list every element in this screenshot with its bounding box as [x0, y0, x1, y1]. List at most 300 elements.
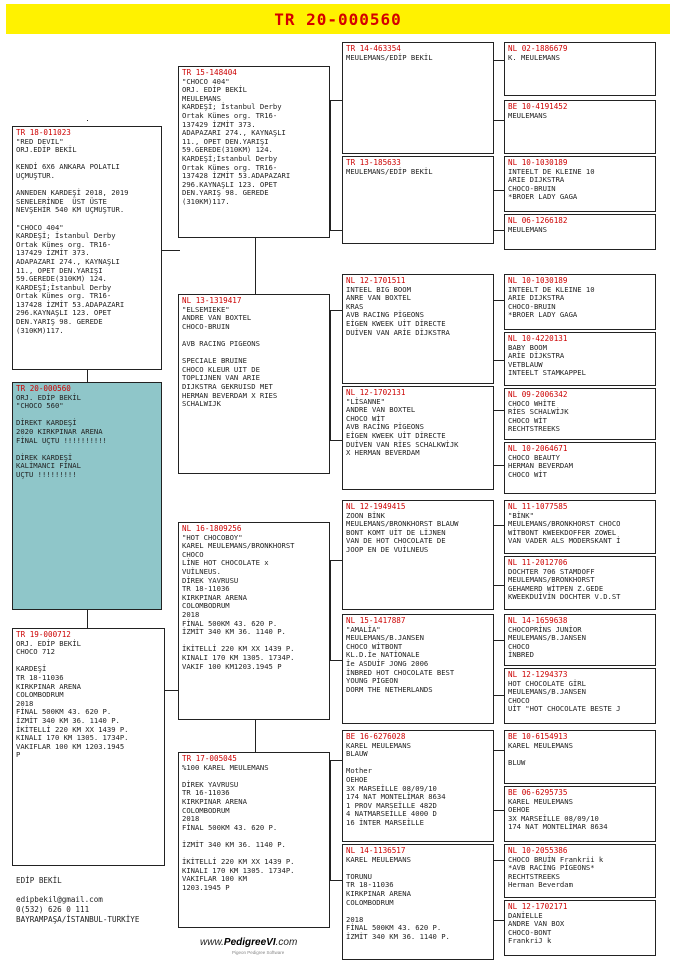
dam-dam-box — [178, 752, 330, 928]
connector — [330, 440, 342, 441]
pigeon-info — [16, 640, 161, 760]
info-line: MEULEMANS/B.JANSEN — [508, 633, 586, 643]
info-line: TR 16-11036 — [182, 788, 230, 798]
info-line: SCHALWIJK — [182, 399, 221, 409]
ring-number: TR 15-148404 — [182, 68, 237, 77]
info-line: TORUNU — [346, 871, 372, 881]
info-line: (310KM)117. — [182, 196, 230, 206]
g4-box-10 — [504, 556, 656, 610]
info-line: MEULEMANS/B.JANSEN — [346, 633, 424, 643]
info-line: "RED DEVIL" — [16, 136, 64, 146]
connector — [255, 230, 256, 298]
pigeon-info — [508, 400, 652, 434]
info-line: KAREL MEULEMANS — [346, 740, 411, 750]
info-line: KARDEŞİ;İstanbul Derby — [182, 153, 278, 163]
info-line: KIRKPINAR ARENA — [182, 796, 247, 806]
pigeon-info — [16, 138, 158, 336]
info-line: İZMİT 340 KM 36. 1140 P. — [16, 715, 120, 725]
info-line: ANDRE VAN BOXTEL — [182, 313, 252, 323]
ggp-box-3 — [342, 274, 494, 384]
logo-prefix: www. — [200, 937, 224, 948]
g4-box-4 — [504, 214, 656, 250]
info-line: 1203.1945 P — [182, 882, 230, 892]
info-line: NEVŞEHİR 540 KM UÇMUŞTUR. — [16, 205, 125, 215]
info-line: CHOCO — [508, 695, 530, 705]
ggp-box-5 — [342, 500, 494, 610]
info-line: HERMAN BEVERDAM X RIES — [182, 390, 278, 400]
info-line: 1 PROV MARSEİLLE 482D — [346, 800, 437, 810]
info-line: "AMALİA" — [346, 624, 381, 634]
info-line: DİREK YAVRUSU — [182, 779, 239, 789]
info-line: CHOCO-BRUIN — [508, 183, 556, 193]
info-line: 174 NAT MONTELİMAR 8634 — [346, 792, 446, 802]
info-line: 59.GEREDE(310KM) 124. — [16, 274, 107, 284]
sire-sire-box — [178, 66, 330, 238]
info-line: %100 KAREL MEULEMANS — [182, 762, 269, 772]
pigeon-info — [508, 512, 652, 546]
info-line: ANRE VAN BOXTEL — [346, 293, 411, 303]
info-line: RİES SCHALWİJK — [508, 407, 569, 417]
info-line: KIRKPINAR ARENA — [182, 592, 247, 602]
g4-box-15 — [504, 844, 656, 898]
info-line: ARİE DİJKSTRA — [508, 351, 565, 361]
g4-box-9 — [504, 500, 656, 554]
info-line: MEULEMANS — [508, 110, 547, 120]
ring-number: NL 12-1701511 — [346, 276, 406, 285]
title-bar — [6, 4, 670, 34]
ring-number: TR 20-000560 — [16, 384, 71, 393]
ggp-box-4 — [342, 386, 494, 490]
info-line: MEULEMANS — [508, 224, 547, 234]
ring-number: TR 18-011023 — [16, 128, 71, 137]
ring-number: NL 11-2012706 — [508, 558, 568, 567]
info-line: CHOCO-BRUIN — [182, 321, 230, 331]
info-line: JOOP EN DE VUİLNEUS — [346, 544, 429, 554]
sire-box — [12, 126, 162, 370]
info-line: CHOCO 712 — [16, 647, 55, 657]
info-line: P — [16, 750, 21, 760]
info-line: KIRKPINAR ARENA — [16, 681, 81, 691]
ring-number: BE 16-6276028 — [346, 732, 406, 741]
connector — [330, 760, 331, 880]
ring-number: NL 10-4220131 — [508, 334, 568, 343]
info-line: "BİNK" — [508, 510, 534, 520]
info-line: Ortak Kümes org. TR16- — [16, 291, 112, 301]
info-line: MEULEMANS — [182, 93, 221, 103]
g4-box-8 — [504, 442, 656, 494]
info-line: 2018 — [346, 914, 364, 924]
pigeon-info — [346, 398, 490, 458]
sire-dam-box — [178, 294, 330, 474]
pigeon-info — [508, 454, 652, 480]
info-line: İZMİT 340 KM 36. 1140 P. — [182, 627, 286, 637]
info-line: X HERMAN BEVERDAM — [346, 448, 420, 458]
info-line: DİREK YAVRUSU — [182, 575, 239, 585]
info-line: KRAS — [346, 301, 364, 311]
info-line: AVB RACING PIGEONS — [182, 338, 260, 348]
g4-box-13 — [504, 730, 656, 784]
info-line: GEHAMERD WİTPEN Z.GEDE — [508, 583, 604, 593]
info-line: FİNAL 500KM 43. 620 P. — [182, 822, 278, 832]
pigeon-info — [508, 798, 652, 832]
info-line: SPECIALE BRUINE — [182, 356, 247, 366]
breeder-email: edipbekil@gmail.com — [16, 895, 103, 904]
info-line: 2020 KIRKPINAR ARENA — [16, 426, 103, 436]
pigeon-info — [508, 54, 652, 63]
info-line: 3X MARSEİLLE 08/09/10 — [346, 783, 437, 793]
ggp-box-8 — [342, 844, 494, 960]
info-line: KIRKPINAR ARENA — [346, 888, 411, 898]
info-line: TR 18-11036 — [16, 672, 64, 682]
info-line: DUİVEN VAN ARİE DİJKSTRA — [346, 327, 450, 337]
ring-number: NL 11-1077585 — [508, 502, 568, 511]
info-line — [508, 750, 652, 759]
info-line: "CHOCO 404" — [16, 222, 64, 232]
info-line: 2018 — [182, 814, 200, 824]
ring-number: NL 12-1294373 — [508, 670, 568, 679]
info-line: Ortak Kümes org. TR16- — [182, 162, 278, 172]
info-line: OEHOE — [346, 774, 368, 784]
info-line: FİNAL 500KM 43. 620 P. — [182, 618, 278, 628]
dam-sire-box — [178, 522, 330, 720]
info-line: INTEELT STAMKAPPEL — [508, 368, 586, 378]
breeder-phone: 0(532) 626 0 111 — [16, 905, 90, 914]
ring-number: NL 14-1659638 — [508, 616, 568, 625]
info-line: 11., OPET DEN.YARIŞI — [16, 265, 103, 275]
info-line: INTEELT DE KLEINE 10 — [508, 166, 595, 176]
connector — [87, 120, 88, 121]
info-line: 296.KAYNAŞLI 123. OPET — [182, 179, 278, 189]
info-line: ORJ. EDİP BEKİL — [16, 392, 81, 402]
pigeon-info — [508, 286, 652, 320]
ring-number: NL 10-1030189 — [508, 158, 568, 167]
connector — [330, 100, 331, 230]
dam-box — [12, 628, 165, 866]
pigeon-info — [508, 856, 652, 890]
g4-box-12 — [504, 668, 656, 724]
info-line: KAREL MEULEMANS — [508, 740, 573, 750]
ring-number: NL 15-1417887 — [346, 616, 406, 625]
ring-number: NL 12-1702171 — [508, 902, 568, 911]
info-line: DUİVEN VAN RİES SCHALKWİJK — [346, 439, 459, 449]
subject-box — [12, 382, 162, 610]
info-line: K. MEULEMANS — [508, 52, 560, 62]
ring-number: NL 06-1266182 — [508, 216, 568, 225]
info-line: CHOCO WHİTE — [508, 398, 556, 408]
info-line: KENDİ 6X6 ANKARA POLATLI — [16, 162, 120, 172]
info-line: CHOCO-BRUIN — [508, 301, 556, 311]
g4-box-2 — [504, 100, 656, 154]
connector — [330, 310, 342, 311]
info-line: AVB RACING PİGEONS — [346, 310, 424, 320]
info-line: FrankriJ k — [508, 936, 552, 946]
info-line: DİREK KARDEŞİ — [16, 452, 73, 462]
info-line: INTEEL BIG BOOM — [346, 284, 411, 294]
info-line: 11., OPET DEN.YARIŞI — [182, 136, 269, 146]
info-line: BLAUW — [346, 749, 368, 759]
info-line: KARDEŞİ;İstanbul Derby — [16, 282, 112, 292]
info-line: KARDEŞİ; İstanbul Derby — [182, 102, 282, 112]
info-line: "ELSEMIEKE" — [182, 304, 230, 314]
pigeon-info — [508, 742, 652, 768]
info-line: ANNEDEN KARDEŞİ 2018, 2019 — [16, 188, 129, 198]
connector — [160, 250, 180, 251]
info-line: MEULEMANS/BRONKHORST — [508, 575, 595, 585]
info-line: KINALI 170 KM 1305. 1734P. — [182, 652, 295, 662]
connector — [255, 720, 256, 752]
connector — [87, 610, 88, 628]
info-line: VAKIFLAR 100 KM 1203.1945 — [16, 741, 125, 751]
info-line: MEULEMANS/BRONKHORST CHOCO — [508, 519, 621, 529]
info-line: CHOCO WİT — [508, 469, 547, 479]
info-line: 137428 İZMİT 53.ADAPAZARI — [182, 171, 291, 181]
info-line: 4 NATMARSEİLLE 4000 D — [346, 809, 437, 819]
info-line: LİNE HOT CHOCOLATE x — [182, 558, 269, 568]
pigeon-info — [346, 168, 490, 177]
info-line: CHOCO KLEUR UIT DE — [182, 364, 260, 374]
info-line: TR 18-11036 — [182, 584, 230, 594]
info-line: FİNAL 500KM 43. 620 P. — [346, 923, 442, 933]
pigeon-info — [16, 394, 158, 480]
ring-number: BE 06-6295735 — [508, 788, 568, 797]
info-line: FİNAL UÇTU !!!!!!!!!! — [16, 435, 107, 445]
g4-box-5 — [504, 274, 656, 330]
info-line: BLUW — [508, 757, 526, 767]
info-line: KINALI 170 KM 1305. 1734P. — [182, 865, 295, 875]
info-line: KARDEŞİ; İstanbul Derby — [16, 231, 116, 241]
ring-number: TR 17-005045 — [182, 754, 237, 763]
connector — [330, 760, 342, 761]
info-line: Ortak Kümes org. TR16- — [182, 110, 278, 120]
info-line: Mother — [346, 766, 372, 776]
ring-number: NL 16-1809256 — [182, 524, 242, 533]
info-line: 137428 İZMİT 53.ADAPAZARI — [16, 299, 125, 309]
connector — [330, 310, 331, 440]
info-line: 174 NAT MONTELİMAR 8634 — [508, 822, 608, 832]
logo-suffix: .com — [275, 937, 298, 948]
ggp-box-6 — [342, 614, 494, 724]
ring-number: NL 12-1949415 — [346, 502, 406, 511]
info-line: CHOCOPRİNS JUNİOR — [508, 624, 582, 634]
info-line: DIJKSTRA GEKRUISD MET — [182, 381, 273, 391]
info-line: RECHTSTREEKS — [508, 871, 560, 881]
info-line: *BROER LADY GAGA — [508, 310, 578, 320]
info-line: VAN VADER ALS MODERSKANT İ — [508, 536, 621, 546]
info-line: DORM THE NETHERLANDS — [346, 684, 433, 694]
pigeon-info — [508, 912, 652, 946]
info-line: İe ASDUİF JONG 2006 — [346, 658, 429, 668]
info-line: KINALI 170 KM 1305. 1734P. — [16, 733, 129, 743]
ring-number: TR 13-185633 — [346, 158, 401, 167]
connector — [330, 230, 342, 231]
info-line: COLOMBODRUM — [346, 897, 394, 907]
info-line: CHOCO — [182, 549, 204, 559]
info-line: KALİMANCI FİNAL — [16, 461, 81, 471]
info-line: 16 İNTER MARSEİLLE — [346, 817, 424, 827]
info-line: UİT "HOT CHOCOLATE BESTE J — [508, 704, 621, 714]
info-line: TR 18-11036 — [346, 880, 394, 890]
g4-box-14 — [504, 786, 656, 842]
info-line: "LİSANNE" — [346, 396, 385, 406]
info-line: "HOT CHOCOBOY" — [182, 532, 243, 542]
pigeon-info — [508, 680, 652, 714]
ggp-box-1 — [342, 42, 494, 154]
logo-tagline: Pigeon Pedigree Software — [232, 950, 285, 955]
pigeon-info — [346, 742, 490, 828]
info-line: VAKIF 100 KM1203.1945 P — [182, 661, 282, 671]
ring-number: TR 19-000712 — [16, 630, 71, 639]
ggp-box-7 — [342, 730, 494, 842]
pigeon-info — [346, 512, 490, 555]
ring-number: NL 12-1702131 — [346, 388, 406, 397]
pigeon-info — [508, 626, 652, 660]
info-line: 3X MARSEİLLE 08/09/10 — [508, 813, 599, 823]
info-line: COLOMBODRUM — [182, 805, 230, 815]
page-title: TR 20-000560 — [274, 9, 402, 29]
pigeon-info — [508, 168, 652, 202]
ring-number: NL 10-2055386 — [508, 846, 568, 855]
info-line: ORJ. EDİP BEKİL — [182, 85, 247, 95]
info-line: RECHTSTREEKS — [508, 424, 560, 434]
info-line: MEULEMANS/EDİP BEKİL — [346, 52, 433, 62]
info-line: ARIE DIJKSTRA — [508, 293, 565, 303]
info-line: YOUNG PİGEON — [346, 676, 398, 686]
pigeon-info — [508, 344, 652, 378]
info-line: VAKIFLAR 100 KM — [182, 874, 247, 884]
info-line: KAREL MEULEMANS/BRONKHORST — [182, 541, 295, 551]
g4-box-3 — [504, 156, 656, 212]
g4-box-7 — [504, 388, 656, 440]
info-line: VAN DE HOT CHOCOLATE DE — [346, 536, 446, 546]
info-line: VETBLAUW — [508, 359, 543, 369]
info-line: İNBRED — [508, 650, 534, 660]
pedigree-logo — [200, 937, 297, 948]
info-line: HERMAN BEVERDAM — [508, 461, 573, 471]
info-line: "CHOCO 404" — [182, 76, 230, 86]
info-line: 2018 — [16, 698, 34, 708]
pigeon-info — [346, 626, 490, 695]
info-line: 2018 — [182, 609, 200, 619]
pigeon-info — [182, 78, 326, 207]
ring-number: NL 09-2006342 — [508, 390, 568, 399]
ring-number: NL 14-1136517 — [346, 846, 406, 855]
info-line: EİGEN KWEEK UİT DİRECTE — [346, 318, 446, 328]
g4-box-11 — [504, 614, 656, 666]
ring-number: NL 02-1886679 — [508, 44, 568, 53]
info-line: CHOCO WİT — [346, 413, 385, 423]
info-line: BONT KOMT UİT DE LİJNEN — [346, 527, 446, 537]
info-line: SENELERİNDE ÜST ÜSTE — [16, 196, 107, 206]
info-line: DİREKT KARDEŞİ — [16, 418, 77, 428]
connector — [330, 560, 342, 561]
info-line: 59.GEREDE(310KM) 124. — [182, 145, 273, 155]
info-line: UÇMUŞTUR. — [16, 170, 55, 180]
pigeon-info — [508, 112, 652, 121]
info-line: CHOCO BRUİN Frankrii k — [508, 854, 604, 864]
g4-box-1 — [504, 42, 656, 96]
info-line: ANDRE VAN BOXTEL — [346, 405, 416, 415]
pigeon-info — [508, 568, 652, 602]
info-line: ORJ. EDİP BEKİL — [16, 638, 81, 648]
pigeon-info — [182, 306, 326, 409]
info-line: INTEELT DE KLEINE 10 — [508, 284, 595, 294]
info-line: İKİTELLİ 220 KM XX 1439 P. — [182, 857, 295, 867]
info-line: COLOMBODRUM — [182, 601, 230, 611]
info-line: FİNAL 500KM 43. 620 P. — [16, 707, 112, 717]
info-line: İKİTELLİ 220 KM XX 1439 P. — [182, 644, 295, 654]
connector — [87, 370, 88, 382]
info-line: Herman Beverdam — [508, 880, 573, 890]
ring-number: TR 14-463354 — [346, 44, 401, 53]
pigeon-info — [182, 764, 326, 893]
breeder-address: BAYRAMPAŞA/İSTANBUL-TURKİYE — [16, 915, 140, 924]
info-line: DEN.YARIŞ 98. GEREDE — [182, 188, 269, 198]
info-line: CHOCO WİT — [508, 415, 547, 425]
info-line: İNBRED HOT CHOCOLATE BEST — [346, 667, 455, 677]
pigeon-info — [508, 226, 652, 235]
info-line: "CHOCO 560" — [16, 401, 64, 411]
info-line: ARIE DIJKSTRA — [508, 175, 565, 185]
info-line: AVB RACİNG PİGEONS — [346, 422, 424, 432]
info-line: *BROER LADY GAGA — [508, 192, 578, 202]
info-line: MEULEMANS/BRONKHORST BLAUW — [346, 519, 459, 529]
info-line: CHOCO-BONT — [508, 927, 552, 937]
info-line: VUİLNEUS. — [182, 566, 221, 576]
info-line: CHOCO — [508, 641, 530, 651]
info-line: BABY BOOM — [508, 342, 547, 352]
info-line: *AVB RACİNG PİGEONS* — [508, 863, 595, 873]
breeder-name: EDİP BEKİL — [16, 876, 62, 885]
info-line: KWEEKDUİVİN DOCHTER V.D.ST — [508, 592, 621, 602]
info-line: OEHOE — [508, 805, 530, 815]
info-line: CHOCO WİTBONT — [346, 641, 403, 651]
info-line: UÇTU !!!!!!!!! — [16, 469, 77, 479]
ring-number: NL 10-1030189 — [508, 276, 568, 285]
info-line — [346, 907, 490, 916]
info-line: 137429 İZMİT 373. — [182, 119, 256, 129]
info-line: İKİTELLİ 220 KM XX 1439 P. — [16, 724, 129, 734]
info-line: WİTBONT KWEEKDOFFER ZOWEL — [508, 527, 617, 537]
info-line: HOT CHOCOLATE GİRL — [508, 678, 586, 688]
info-line: KL.D.İe NATİONALE — [346, 650, 420, 660]
g4-box-6 — [504, 332, 656, 386]
info-line: 296.KAYNAŞLI 123. OPET — [16, 308, 112, 318]
info-line: KAREL MEULEMANS — [346, 854, 411, 864]
ring-number: BE 10-4191452 — [508, 102, 568, 111]
info-line: DEN.YARIŞ 98. GEREDE — [16, 317, 103, 327]
pigeon-info — [182, 534, 326, 672]
connector — [330, 660, 342, 661]
info-line: ANDRE VAN BOX — [508, 919, 565, 929]
info-line: ADAPAZARI 274., KAYNAŞLI — [182, 128, 286, 138]
info-line: ADAPAZARI 274., KAYNAŞLI — [16, 256, 120, 266]
pigeon-info — [346, 856, 490, 942]
info-line: İZMİT 340 KM 36. 1140 P. — [346, 931, 450, 941]
info-line: ORJ.EDİP BEKİL — [16, 145, 77, 155]
info-line: KAREL MEULEMANS — [508, 796, 573, 806]
info-line: Ortak Kümes org. TR16- — [16, 239, 112, 249]
info-line: DANİELLE — [508, 910, 543, 920]
pigeon-info — [346, 286, 490, 338]
logo-brand: PedigreeVI — [223, 937, 276, 948]
info-line: ZOON BİNK — [346, 510, 385, 520]
g4-box-16 — [504, 900, 656, 956]
info-line: 137429 İZMİT 373. — [16, 248, 90, 258]
info-line: (310KM)117. — [16, 325, 64, 335]
connector — [330, 100, 342, 101]
info-line: COLOMBODRUM — [16, 690, 64, 700]
info-line: MEULEMANS/B.JANSEN — [508, 687, 586, 697]
